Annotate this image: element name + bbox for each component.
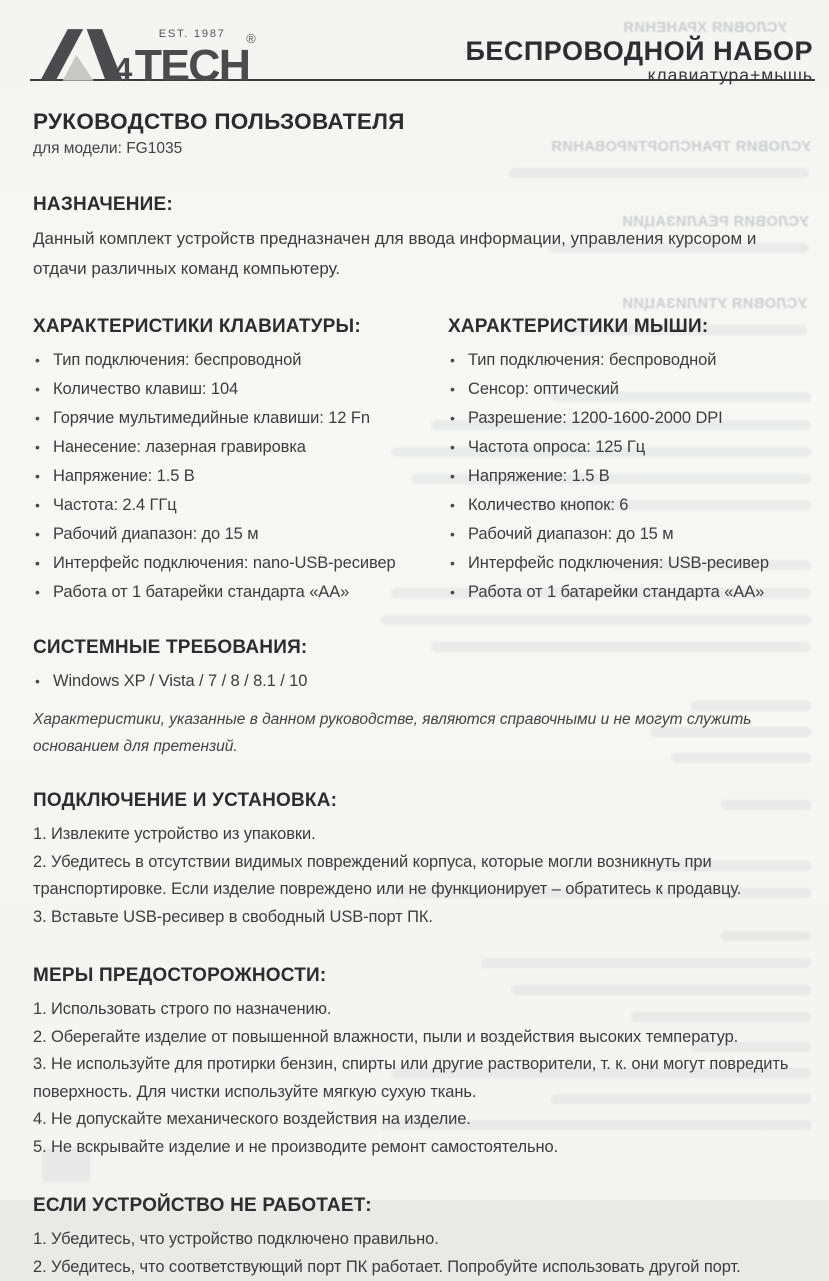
system-requirements-list bbox=[33, 667, 813, 696]
logo-est-text: EST. 1987 bbox=[159, 28, 226, 40]
section-system-requirements bbox=[33, 637, 813, 760]
list-item: • Тип подключения: беспроводной bbox=[448, 346, 813, 375]
system-requirements-heading: СИСТЕМНЫЕ ТРЕБОВАНИЯ: bbox=[33, 637, 813, 659]
list-item: • Напряжение: 1.5 В bbox=[33, 462, 448, 491]
list-item: • Тип подключения: беспроводной bbox=[33, 346, 448, 375]
keyboard-specs-list bbox=[33, 346, 448, 607]
setup-step: 2. Убедитесь в отсутствии видимых повреждений корпуса, которые могли возникнуть при транспортировке. Если изделие повреждено или не функционирует – обратитесь к продавцу. bbox=[33, 849, 813, 904]
list-item: • Интерфейс подключения: nano-USB-ресивер bbox=[33, 549, 448, 578]
disclaimer-note: Характеристики, указанные в данном руководстве, являются справочными и не могут служить основанием для претензий. bbox=[33, 706, 813, 760]
list-item: • Количество клавиш: 104 bbox=[33, 375, 448, 404]
product-title: БЕСПРОВОДНОЙ НАБОР bbox=[465, 36, 813, 66]
list-item: • Частота: 2.4 ГГц bbox=[33, 491, 448, 520]
list-item: • Работа от 1 батарейки стандарта «АА» bbox=[33, 578, 448, 607]
list-item: • Интерфейс подключения: USB-ресивер bbox=[448, 549, 813, 578]
list-item: • Работа от 1 батарейки стандарта «АА» bbox=[448, 578, 813, 607]
ghost-heading: УСЛОВИЯ ТРАНСПОРТИРОВАНИЯ bbox=[551, 139, 811, 155]
purpose-text: Данный комплект устройств предназначен для ввода информации, управления курсором и отдачи различных команд компьютеру. bbox=[33, 224, 778, 284]
list-item: • Напряжение: 1.5 В bbox=[448, 462, 813, 491]
ghost-heading: УСЛОВИЯ УТИЛИЗАЦИИ bbox=[622, 296, 807, 312]
list-item: • Количество кнопок: 6 bbox=[448, 491, 813, 520]
mouse-specs-heading: ХАРАКТЕРИСТИКИ МЫШИ: bbox=[448, 316, 813, 338]
logo-4-glyph: 4 bbox=[114, 51, 132, 88]
precaution-item: 3. Не используйте для протирки бензин, спирты или другие растворители, т. к. они могут повредить поверхность. Для чистки используйте мягкую сухую ткань. bbox=[33, 1051, 813, 1106]
product-subtitle: клавиатура+мышь bbox=[465, 66, 813, 85]
manual-body bbox=[0, 109, 829, 1281]
page-header bbox=[0, 0, 829, 79]
purpose-heading: НАЗНАЧЕНИЕ: bbox=[33, 194, 813, 216]
setup-step: 3. Вставьте USB-ресивер в свободный USB-порт ПК. bbox=[33, 904, 813, 932]
precaution-item: 5. Не вскрывайте изделие и не производите ремонт самостоятельно. bbox=[33, 1134, 813, 1162]
list-item: • Нанесение: лазерная гравировка bbox=[33, 433, 448, 462]
setup-step: 1. Извлеките устройство из упаковки. bbox=[33, 821, 813, 849]
model-line: для модели: FG1035 bbox=[33, 140, 813, 158]
setup-heading: ПОДКЛЮЧЕНИЕ И УСТАНОВКА: bbox=[33, 790, 813, 812]
section-precautions bbox=[33, 965, 813, 1161]
list-item: • Windows XP / Vista / 7 / 8 / 8.1 / 10 bbox=[33, 667, 813, 696]
document-title: РУКОВОДСТВО ПОЛЬЗОВАТЕЛЯ bbox=[33, 109, 813, 135]
mouse-specs-list bbox=[448, 346, 813, 607]
section-setup bbox=[33, 790, 813, 931]
list-item: • Рабочий диапазон: до 15 м bbox=[448, 520, 813, 549]
list-item: • Горячие мультимедийные клавиши: 12 Fn bbox=[33, 404, 448, 433]
list-item: • Разрешение: 1200-1600-2000 DPI bbox=[448, 404, 813, 433]
precautions-heading: МЕРЫ ПРЕДОСТОРОЖНОСТИ: bbox=[33, 965, 813, 987]
precaution-item: 2. Оберегайте изделие от повышенной влажности, пыли и воздействия высоких температур. bbox=[33, 1024, 813, 1052]
keyboard-specs-heading: ХАРАКТЕРИСТИКИ КЛАВИАТУРЫ: bbox=[33, 316, 448, 338]
a4tech-logo bbox=[30, 22, 260, 86]
product-title-block bbox=[465, 36, 813, 85]
section-purpose bbox=[33, 194, 813, 284]
precaution-item: 1. Использовать строго по назначению. bbox=[33, 996, 813, 1024]
troubleshooting-heading: ЕСЛИ УСТРОЙСТВО НЕ РАБОТАЕТ: bbox=[33, 1195, 813, 1217]
section-keyboard-specs bbox=[33, 316, 448, 607]
list-item: • Рабочий диапазон: до 15 м bbox=[33, 520, 448, 549]
precaution-item: 4. Не допускайте механического воздействия на изделие. bbox=[33, 1106, 813, 1134]
list-item: • Сенсор: оптический bbox=[448, 375, 813, 404]
troubleshooting-step: 2. Убедитесь, что соответствующий порт ПК работает. Попробуйте использовать другой порт. bbox=[33, 1254, 813, 1281]
spec-columns bbox=[33, 316, 813, 607]
registered-trademark-icon: ® bbox=[246, 31, 256, 46]
ghost-heading: УСЛОВИЯ ХРАНЕНИЯ bbox=[623, 20, 787, 36]
list-item: • Частота опроса: 125 Гц bbox=[448, 433, 813, 462]
troubleshooting-step: 1. Убедитесь, что устройство подключено правильно. bbox=[33, 1226, 813, 1254]
section-mouse-specs bbox=[448, 316, 813, 607]
section-troubleshooting bbox=[33, 1195, 813, 1281]
logo-tech-text: TECH bbox=[135, 42, 250, 91]
ghost-heading: УСЛОВИЯ РЕАЛИЗАЦИИ bbox=[622, 214, 809, 230]
